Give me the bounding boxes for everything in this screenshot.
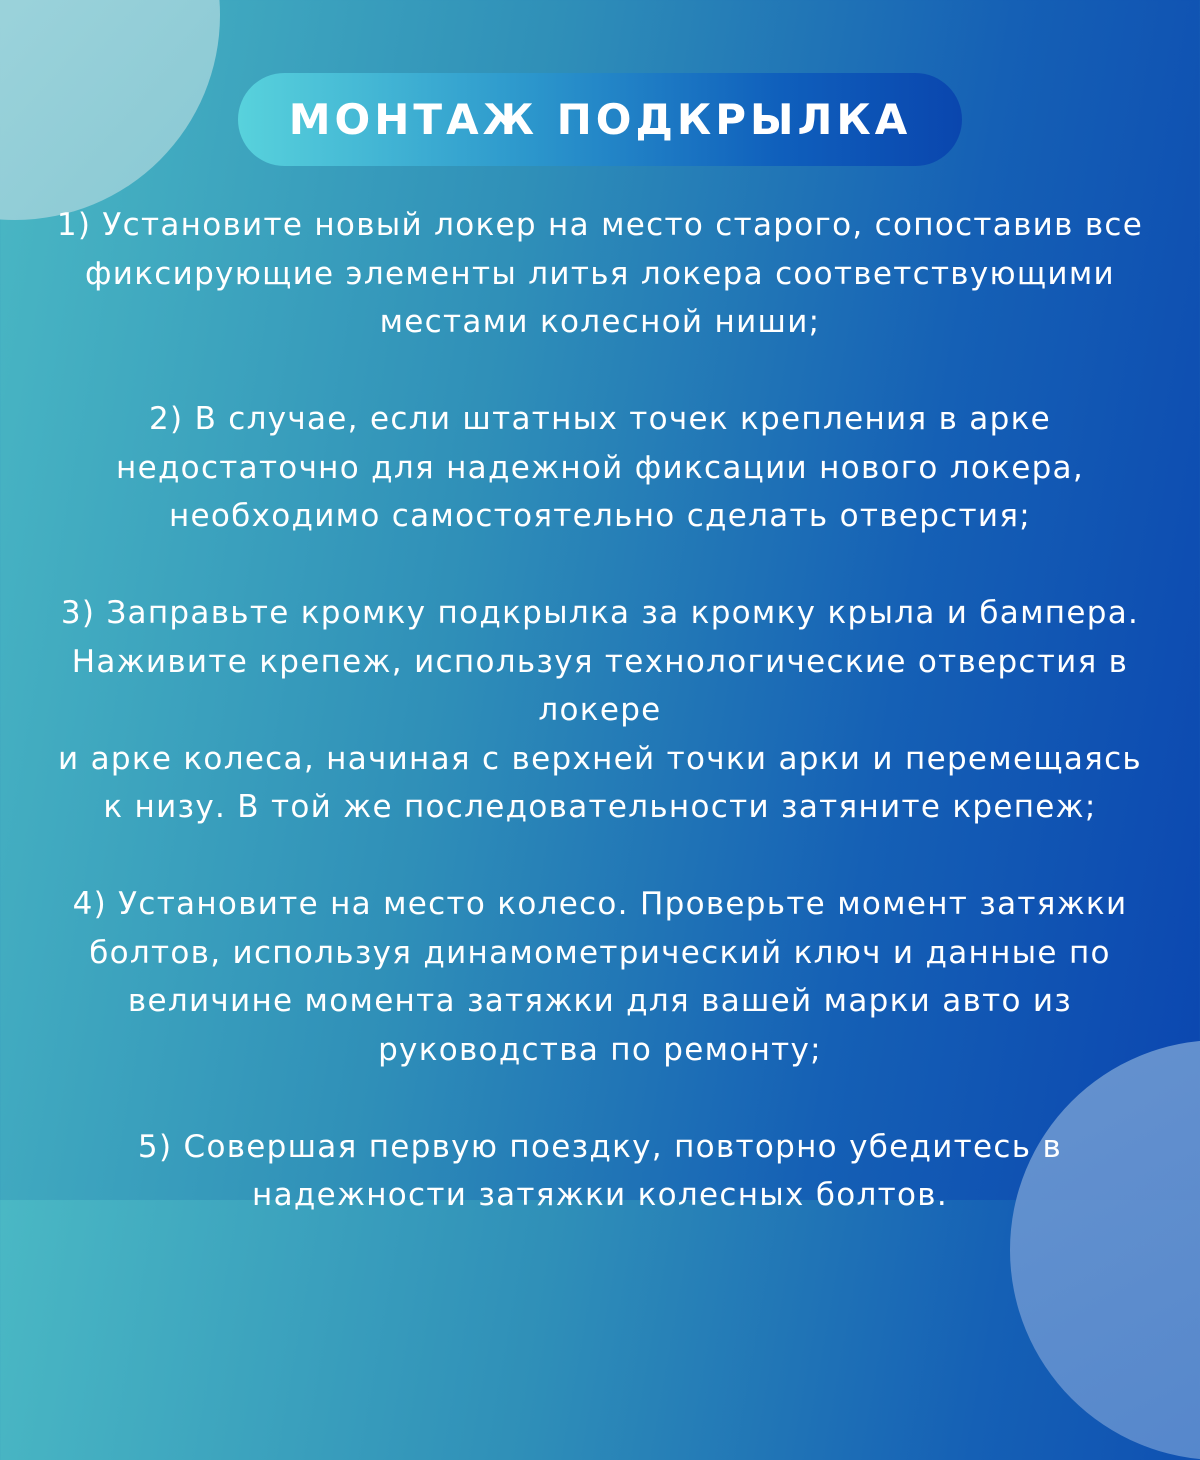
step-line: 4) Установите на место колесо. Проверьте момент затяжки [72,886,1128,922]
step-line: величине момента затяжки для вашей марки авто из [127,983,1073,1019]
step-line: фиксирующие элементы литья локера соответствующими [85,255,1115,292]
step-line: 3) Заправьте кромку подкрылка за кромку крыла и бампера. [60,595,1140,631]
step-line: 2) В случае, если штатных точек крепления в арке [149,401,1051,437]
step-line: надежности затяжки колесных болтов. [252,1177,948,1213]
step-line: к низу. В той же последовательности затяните крепеж; [103,789,1097,825]
page-title: МОНТАЖ ПОДКРЫЛКА [288,95,912,144]
step-3 [30,589,1170,832]
title-banner [238,73,962,166]
decorative-circle-top-left [0,0,220,220]
step-line: Наживите крепеж, используя технологические отверстия в [71,643,1129,680]
step-5 [30,1123,1170,1220]
instructions [30,201,1170,1220]
step-line: 1) Установите новый локер на место старого, сопоставив все [56,207,1144,243]
step-line: руководства по ремонту; [378,1031,822,1068]
step-1 [30,201,1170,347]
step-line: 5) Совершая первую поездку, повторно убедитесь в [137,1128,1063,1165]
step-line: и арке колеса, начиная с верхней точки арки и перемещаясь [57,740,1143,777]
step-2 [30,395,1170,541]
step-line: локере [538,692,662,728]
step-line: местами колесной ниши; [379,304,821,340]
step-line: недостаточно для надежной фиксации нового локера, [116,449,1084,486]
step-4 [30,880,1170,1074]
step-line: болтов, используя динамометрический ключ и данные по [89,934,1111,971]
step-line: необходимо самостоятельно сделать отверстия; [168,498,1032,534]
